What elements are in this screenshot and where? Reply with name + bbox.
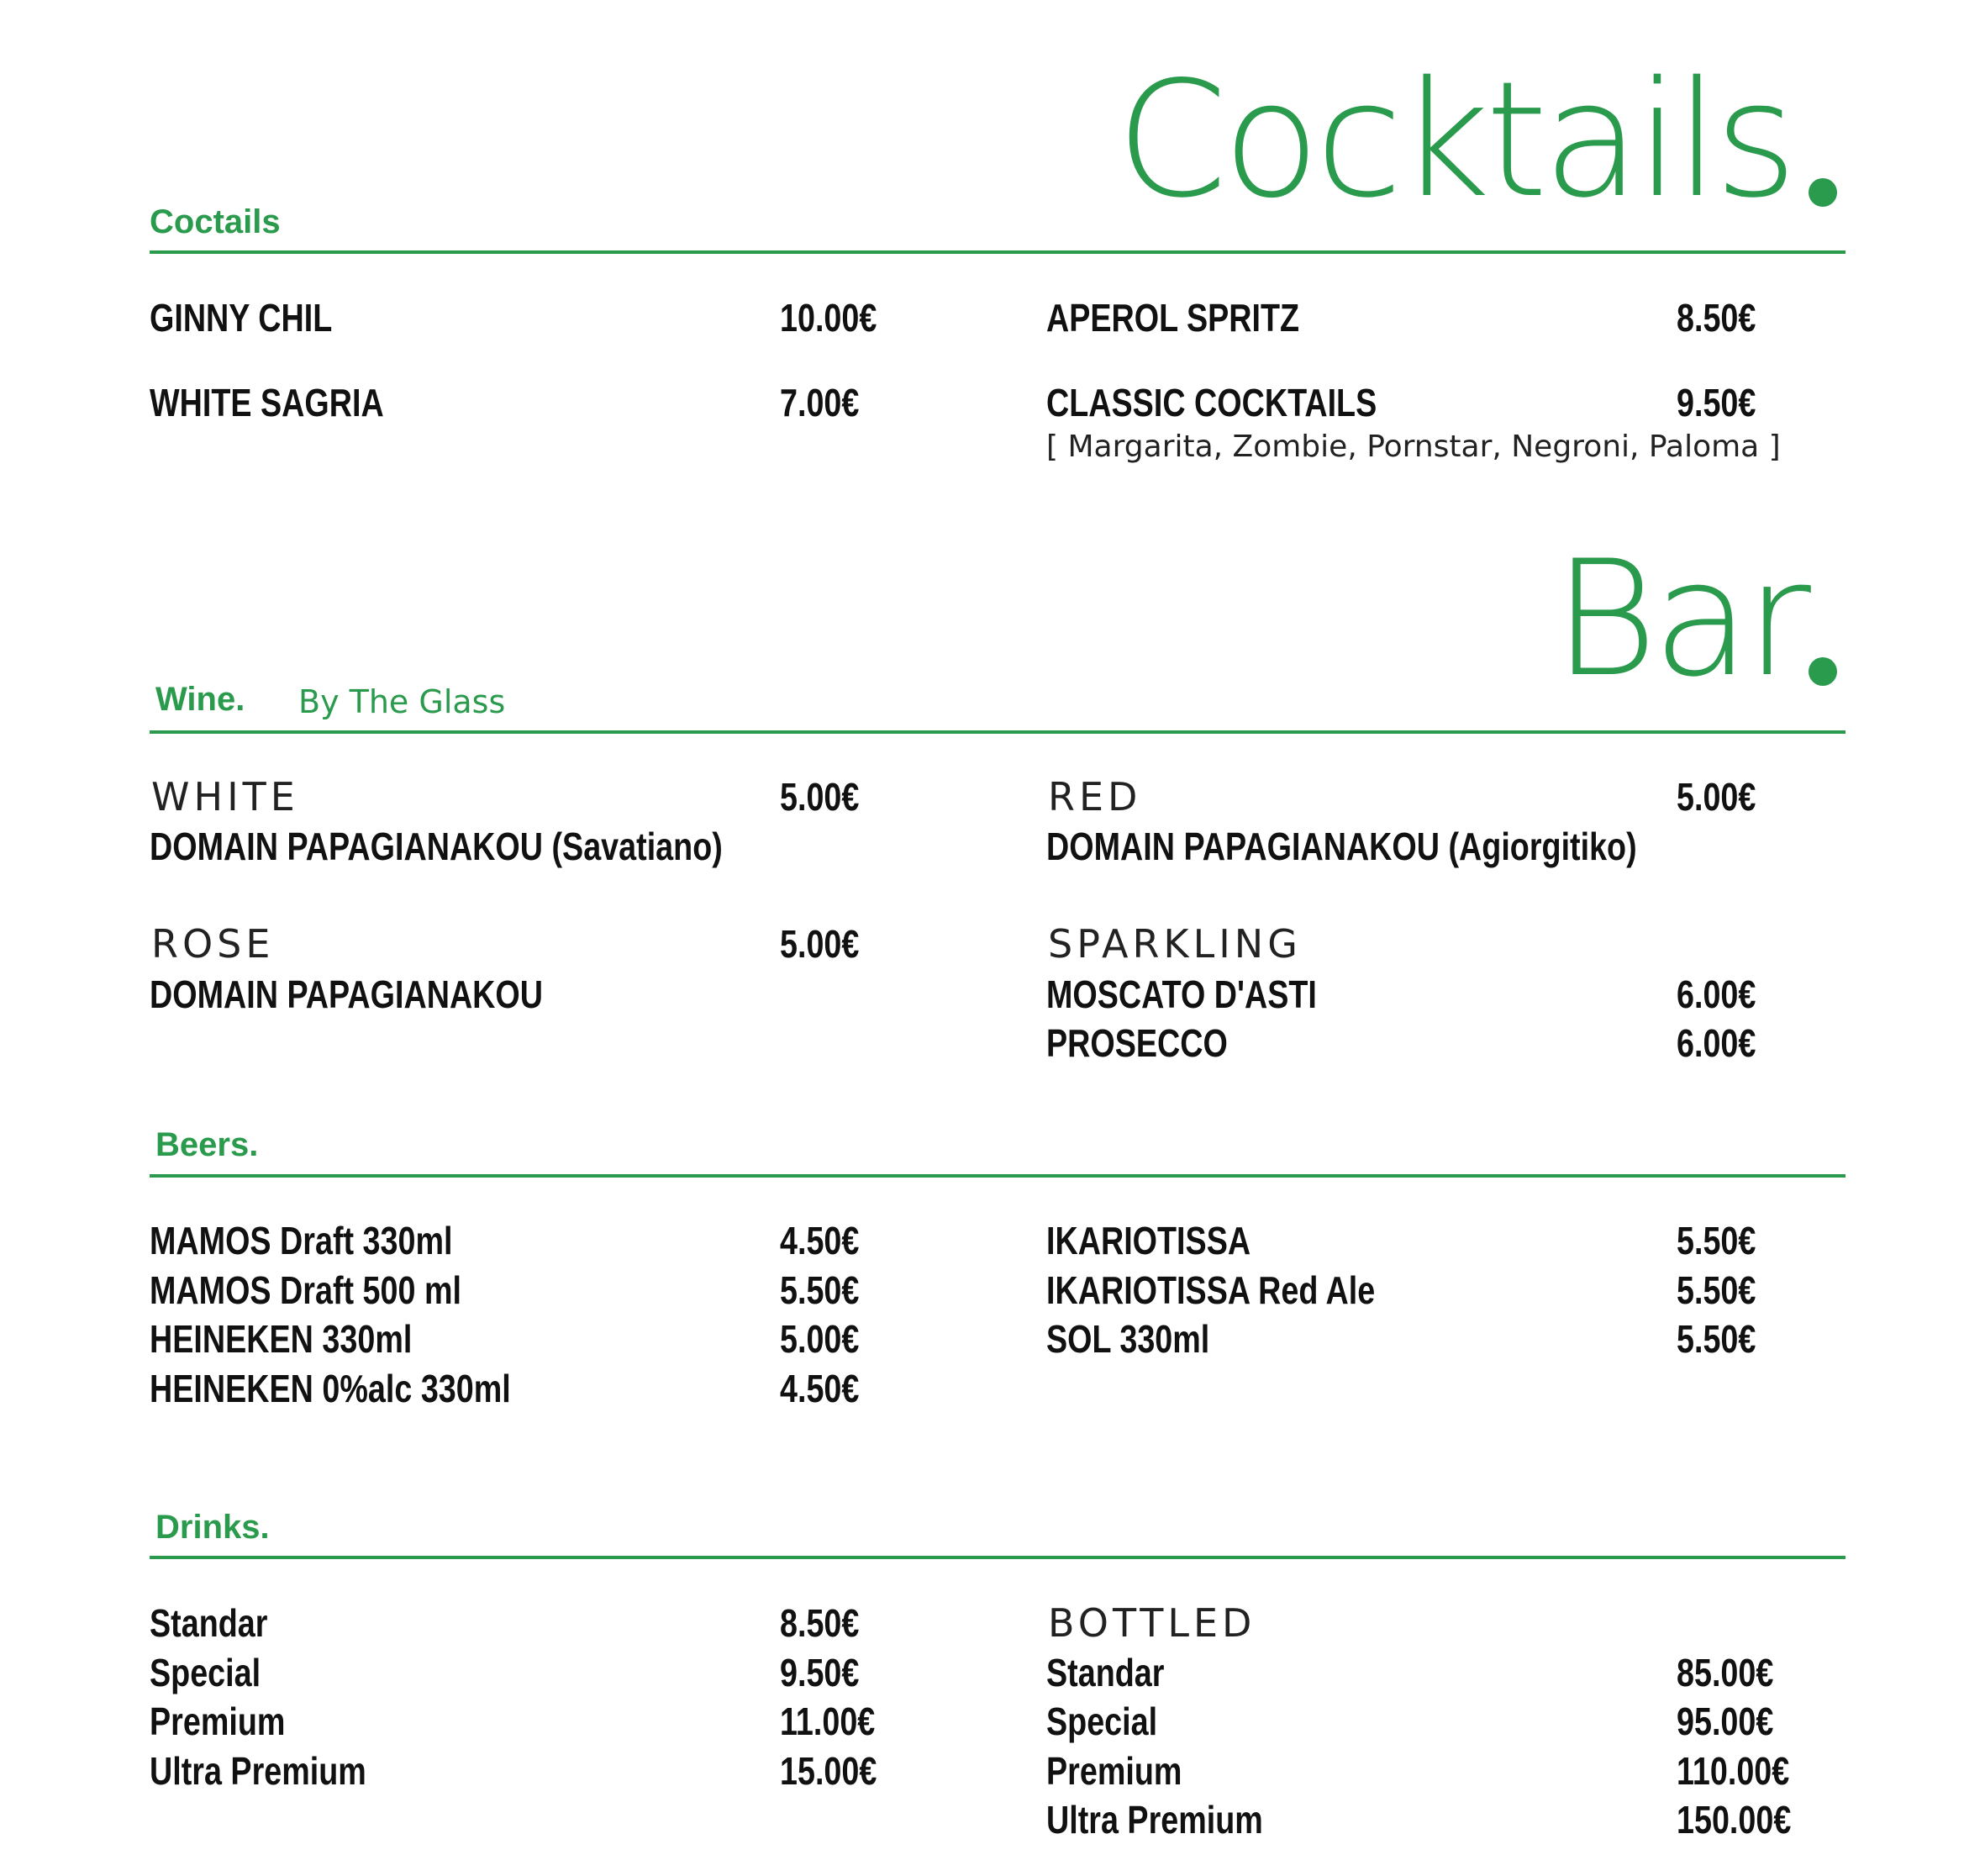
- classic-cocktails-note: [ Margarita, Zombie, Pornstar, Negroni, Paloma ]: [1046, 429, 1781, 464]
- menu-item-price: 8.50€: [1677, 296, 1756, 340]
- beers-section-label: Beers.: [155, 1126, 259, 1163]
- wine-divider: [150, 730, 1845, 734]
- menu-item-name: DOMAIN PAPAGIANAKOU: [150, 972, 544, 1016]
- menu-item-price: 5.00€: [780, 775, 860, 819]
- menu-item-name: WHITE SAGRIA: [150, 381, 384, 424]
- cocktails-heading-dot: [1809, 178, 1837, 207]
- menu-item-name: APEROL SPRITZ: [1046, 296, 1300, 340]
- menu-item-name: Special: [1046, 1699, 1158, 1743]
- menu-item-name: IKARIOTISSA: [1046, 1219, 1251, 1262]
- menu-item-price: 8.50€: [780, 1601, 860, 1645]
- menu-item-name: Standar: [150, 1601, 268, 1645]
- wine-category-red: RED: [1048, 774, 1142, 819]
- beers-divider: [150, 1174, 1845, 1178]
- menu-item-price: 11.00€: [780, 1699, 876, 1743]
- menu-item-price: 9.50€: [1677, 381, 1756, 424]
- drinks-category-bottled: BOTTLED: [1048, 1600, 1256, 1646]
- drinks-divider: [150, 1556, 1845, 1559]
- menu-item-price: 5.50€: [1677, 1268, 1756, 1312]
- menu-item-price: 150.00€: [1677, 1798, 1792, 1842]
- menu-item-name: DOMAIN PAPAGIANAKOU (Agiorgitiko): [1046, 825, 1637, 868]
- cocktails-divider: [150, 250, 1845, 254]
- cocktails-section-label: Coctails: [150, 203, 281, 240]
- menu-item-price: 4.50€: [780, 1367, 860, 1410]
- bar-heading-dot: [1809, 657, 1837, 686]
- menu-item-price: 6.00€: [1677, 1021, 1756, 1065]
- menu-item-price: 7.00€: [780, 381, 860, 424]
- menu-item-name: Ultra Premium: [150, 1749, 366, 1793]
- wine-subtitle: By The Glass: [298, 683, 506, 720]
- menu-item-price: 5.50€: [780, 1268, 860, 1312]
- menu-item-name: HEINEKEN 0%alc 330ml: [150, 1367, 511, 1410]
- menu-item-name: IKARIOTISSA Red Ale: [1046, 1268, 1376, 1312]
- menu-item-name: MAMOS Draft 330ml: [150, 1219, 453, 1262]
- menu-item-name: CLASSIC COCKTAILS: [1046, 381, 1377, 424]
- menu-item-price: 15.00€: [780, 1749, 877, 1793]
- menu-item-name: PROSECCO: [1046, 1021, 1228, 1065]
- menu-item-price: 5.00€: [1677, 775, 1756, 819]
- menu-item-name: Standar: [1046, 1651, 1165, 1694]
- menu-item-name: MAMOS Draft 500 ml: [150, 1268, 461, 1312]
- menu-item-name: Premium: [1046, 1749, 1182, 1793]
- menu-item-price: 85.00€: [1677, 1651, 1774, 1694]
- menu-item-price: 95.00€: [1677, 1699, 1774, 1743]
- wine-category-sparkling: SPARKLING: [1048, 921, 1302, 967]
- menu-item-name: Special: [150, 1651, 261, 1694]
- menu-item-price: 5.50€: [1677, 1317, 1756, 1361]
- menu-item-name: MOSCATO D'ASTI: [1046, 972, 1317, 1016]
- menu-item-price: 110.00€: [1677, 1749, 1790, 1793]
- wine-section-label: Wine.: [155, 681, 245, 718]
- menu-item-price: 6.00€: [1677, 972, 1756, 1016]
- menu-item-name: SOL 330ml: [1046, 1317, 1210, 1361]
- menu-item-price: 5.50€: [1677, 1219, 1756, 1262]
- menu-item-name: Ultra Premium: [1046, 1798, 1263, 1842]
- menu-item-price: 4.50€: [780, 1219, 860, 1262]
- bar-heading: Bar: [1553, 526, 1806, 712]
- menu-item-name: DOMAIN PAPAGIANAKOU (Savatiano): [150, 825, 723, 868]
- menu-item-name: GINNY CHIL: [150, 296, 333, 340]
- menu-item-price: 5.00€: [780, 922, 860, 966]
- menu-item-name: HEINEKEN 330ml: [150, 1317, 413, 1361]
- drinks-section-label: Drinks.: [155, 1509, 270, 1546]
- menu-item-price: 9.50€: [780, 1651, 860, 1694]
- menu-item-price: 10.00€: [780, 296, 877, 340]
- wine-category-rose: ROSE: [151, 921, 275, 967]
- wine-category-white: WHITE: [151, 774, 299, 819]
- cocktails-heading: Cocktails: [1116, 47, 1793, 233]
- menu-item-name: Premium: [150, 1699, 286, 1743]
- menu-item-price: 5.00€: [780, 1317, 860, 1361]
